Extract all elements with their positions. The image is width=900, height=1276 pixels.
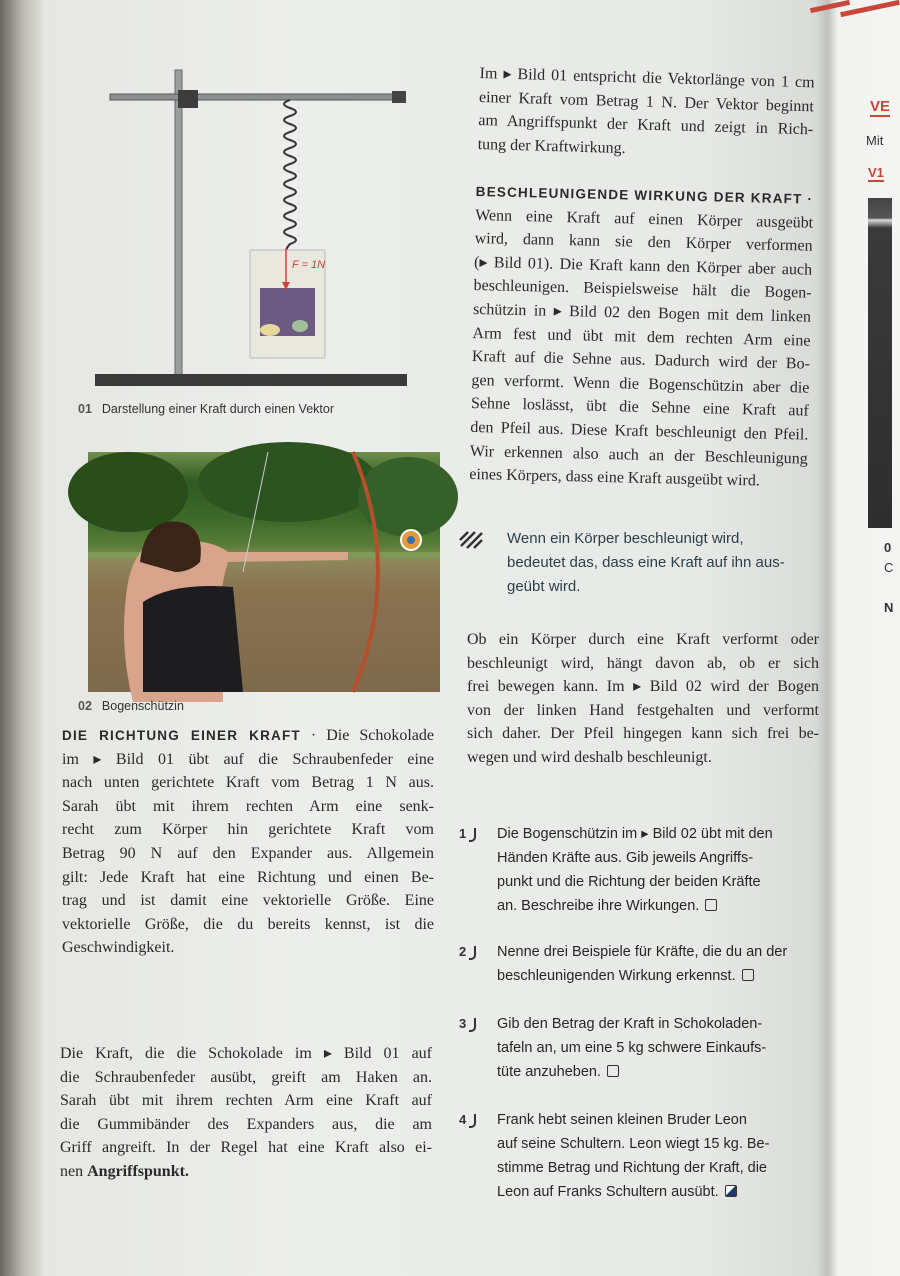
task-number: 4 (459, 1108, 476, 1132)
task-text-line (497, 1180, 769, 1204)
text-line: Sarah übt mit ihrem rechten Arm eine Kraft auf (60, 1092, 432, 1110)
text-line: tung der Kraftwirkung. (477, 135, 626, 157)
text-line: Im ▸ Bild 01 entspricht die Vektorlänge von 1 cm (479, 64, 815, 92)
task-text-line (497, 1108, 769, 1132)
text-line: gilt: Jede Kraft hat eine Richtung und einen Be- (62, 868, 434, 886)
figure-number: 01 (78, 402, 92, 416)
difficulty-empty-icon (742, 969, 754, 981)
text-line: den Pfeil aus. Diese Kraft beschleunigt den Pfeil. (470, 418, 809, 444)
difficulty-filled-icon (725, 1185, 737, 1197)
task-text-line (497, 894, 773, 918)
text-line: beschleunigen. Beispielsweise hält die Bogen- (473, 277, 812, 303)
task-text-line (497, 870, 773, 894)
task-text: stimme Betrag und Richtung der Kraft, die (497, 1160, 767, 1176)
vector-length-paragraph (477, 62, 815, 166)
text-line: Sarah übt mit ihrem rechten Arm eine senk- (62, 797, 434, 815)
task-text-line (497, 1132, 769, 1156)
task-text-line (497, 1156, 769, 1180)
text-line: die Schraubenfeder ausübt, greift am Haken an. (60, 1068, 432, 1086)
difficulty-empty-icon (705, 899, 717, 911)
task-item (459, 822, 773, 918)
key-statement-icon (458, 530, 484, 550)
next-page-text: Mit (866, 133, 884, 148)
caption-text: Bogenschützin (101, 699, 184, 713)
text-line: Griff angreift. In der Regel hat eine Kraft also ei- (60, 1139, 432, 1157)
task-text: punkt und die Richtung der beiden Kräfte (497, 874, 761, 890)
text-line: im ▸ Bild 01 übt auf die Schraubenfeder eine (62, 750, 434, 768)
task-text: beschleunigenden Wirkung erkennst. (497, 968, 736, 984)
task-text: Die Bogenschützin im ▸ Bild 02 übt mit den (497, 826, 773, 842)
task-text: Händen Kräfte aus. Gib jeweils Angriffs- (497, 850, 754, 866)
section-heading: DIE RICHTUNG EINER KRAFT (62, 728, 301, 743)
task-text: an. Beschreibe ihre Wirkungen. (497, 898, 700, 914)
text-line: Ob ein Körper durch eine Kraft verformt oder (467, 631, 819, 648)
task-text-line (497, 1060, 766, 1084)
task-text: auf seine Schultern. Leon wiegt 15 kg. Be- (497, 1136, 770, 1152)
text-line: von der linken Hand festgehalten und verformt (467, 701, 819, 719)
spring (284, 100, 296, 264)
accelerating-effect-section (469, 180, 814, 494)
text-line: beschleunigt wird, hängt davon ab, ob er sich (467, 654, 819, 672)
next-page-photo (868, 198, 892, 528)
text-line: Wir erkennen also auch an der Beschleunigung (469, 442, 808, 468)
deform-or-accelerate-paragraph (467, 628, 819, 770)
task-number: 1 (459, 822, 476, 846)
task-number: 3 (459, 1012, 476, 1036)
next-page-heading: VE (870, 98, 891, 115)
text-line: gen verformt. Wenn die Bogenschützin aber die (471, 371, 810, 397)
text-line: Wenn eine Kraft auf einen Körper ausgeübt (475, 206, 814, 232)
text-line: bedeutet das, dass eine Kraft auf ihn aus- (507, 554, 785, 571)
figure-02-archer-photo (88, 452, 440, 692)
task-text-line (497, 846, 773, 870)
text-line: Sehne loslässt, übt die Sehne eine Kraft auf (470, 395, 810, 420)
caption-text: Darstellung einer Kraft durch einen Vektor (101, 402, 334, 416)
task-item (459, 1108, 770, 1204)
task-text-line (497, 822, 773, 846)
figure-01-stand-spring (90, 60, 420, 400)
next-page-caption: C (884, 560, 894, 575)
text-line: die Gummibänder des Expanders aus, die am (60, 1115, 432, 1133)
figure-02-caption (78, 699, 184, 713)
task-text-line (497, 1036, 766, 1060)
text-line: Geschwindigkeit. (62, 939, 175, 957)
task-text-line (497, 1012, 766, 1036)
heading-dot: · (802, 191, 814, 207)
task-text: Leon auf Franks Schultern ausübt. (497, 1184, 719, 1200)
text-line: frei bewegen kann. Im ▸ Bild 02 wird der Bogen (467, 678, 819, 696)
vector-label: F = 1N (292, 259, 326, 271)
archer-illustration (88, 452, 440, 692)
text-line: schützin in ▸ Bild 02 den Bogen mit dem linken (472, 300, 812, 326)
text-line: Die Kraft, die die Schokolade im ▸ Bild 01 auf (60, 1045, 432, 1062)
task-text: Nenne drei Beispiele für Kräfte, die du an der (497, 944, 788, 960)
task-text: Frank hebt seinen kleinen Bruder Leon (497, 1112, 747, 1128)
task-text-line (497, 940, 787, 964)
difficulty-empty-icon (607, 1065, 619, 1077)
text-line: am Angriffspunkt der Kraft und zeigt in Rich- (478, 112, 814, 139)
task-item (459, 1012, 767, 1084)
key-term: Angriffspunkt. (87, 1162, 189, 1180)
text-line: Kraft auf die Sehne aus. Dadurch wird der Bo- (471, 348, 811, 373)
text-line: sich daher. Der Pfeil hingegen kann sich frei be- (467, 725, 819, 743)
task-text: tüte anzuheben. (497, 1064, 602, 1080)
task-text: Gib den Betrag der Kraft in Schokoladen- (497, 1016, 763, 1032)
text-line: eines Körpers, dass eine Kraft ausgeübt wird. (469, 466, 761, 490)
text-line: recht zum Körper hin gerichtete Kraft vom (62, 821, 434, 839)
next-page-label: V1 (868, 165, 884, 180)
task-text: tafeln an, um eine 5 kg schwere Einkaufs- (497, 1040, 767, 1056)
text-line: (▸ Bild 01). Die Kraft kann den Körper aber auch (473, 253, 813, 279)
task-item (459, 940, 788, 988)
text-line: wird, dann kann sie den Körper verformen (474, 230, 813, 255)
section-heading: BESCHLEUNIGENDE WIRKUNG DER KRAFT (475, 183, 803, 207)
text-line: wegen und wird deshalb beschleunigt. (467, 748, 712, 766)
text-line: Betrag 90 N auf den Expander aus. Allgemein (62, 844, 434, 862)
text-fragment: · Die Schokolade (300, 727, 434, 744)
point-of-application-paragraph (60, 1042, 432, 1184)
text-line: vektorielle Größe, die du bereits kennst, ist die (62, 915, 434, 933)
text-line: Arm fest und übt mit dem rechten Arm eine (472, 324, 811, 350)
text-line: nach unten gerichtete Kraft vom Betrag 1 N aus. (62, 774, 434, 792)
direction-of-force-section (62, 724, 434, 960)
task-text-line (497, 964, 787, 988)
figure-number: 02 (78, 699, 92, 713)
text-line: nen Angriffspunkt. (60, 1162, 189, 1180)
next-page-caption: N (884, 600, 894, 615)
text-line: einer Kraft vom Betrag 1 N. Der Vektor beginnt (478, 88, 815, 115)
key-statement-note (507, 527, 785, 599)
task-number: 2 (459, 940, 476, 964)
text-line: Wenn ein Körper beschleunigt wird, (507, 530, 744, 547)
text-line: trag und ist damit eine vektorielle Größe. Eine (62, 892, 434, 910)
figure-01-caption (78, 402, 334, 416)
next-page-caption: 0 (884, 540, 892, 555)
text-line: geübt wird. (507, 578, 581, 595)
text-line (62, 724, 434, 748)
